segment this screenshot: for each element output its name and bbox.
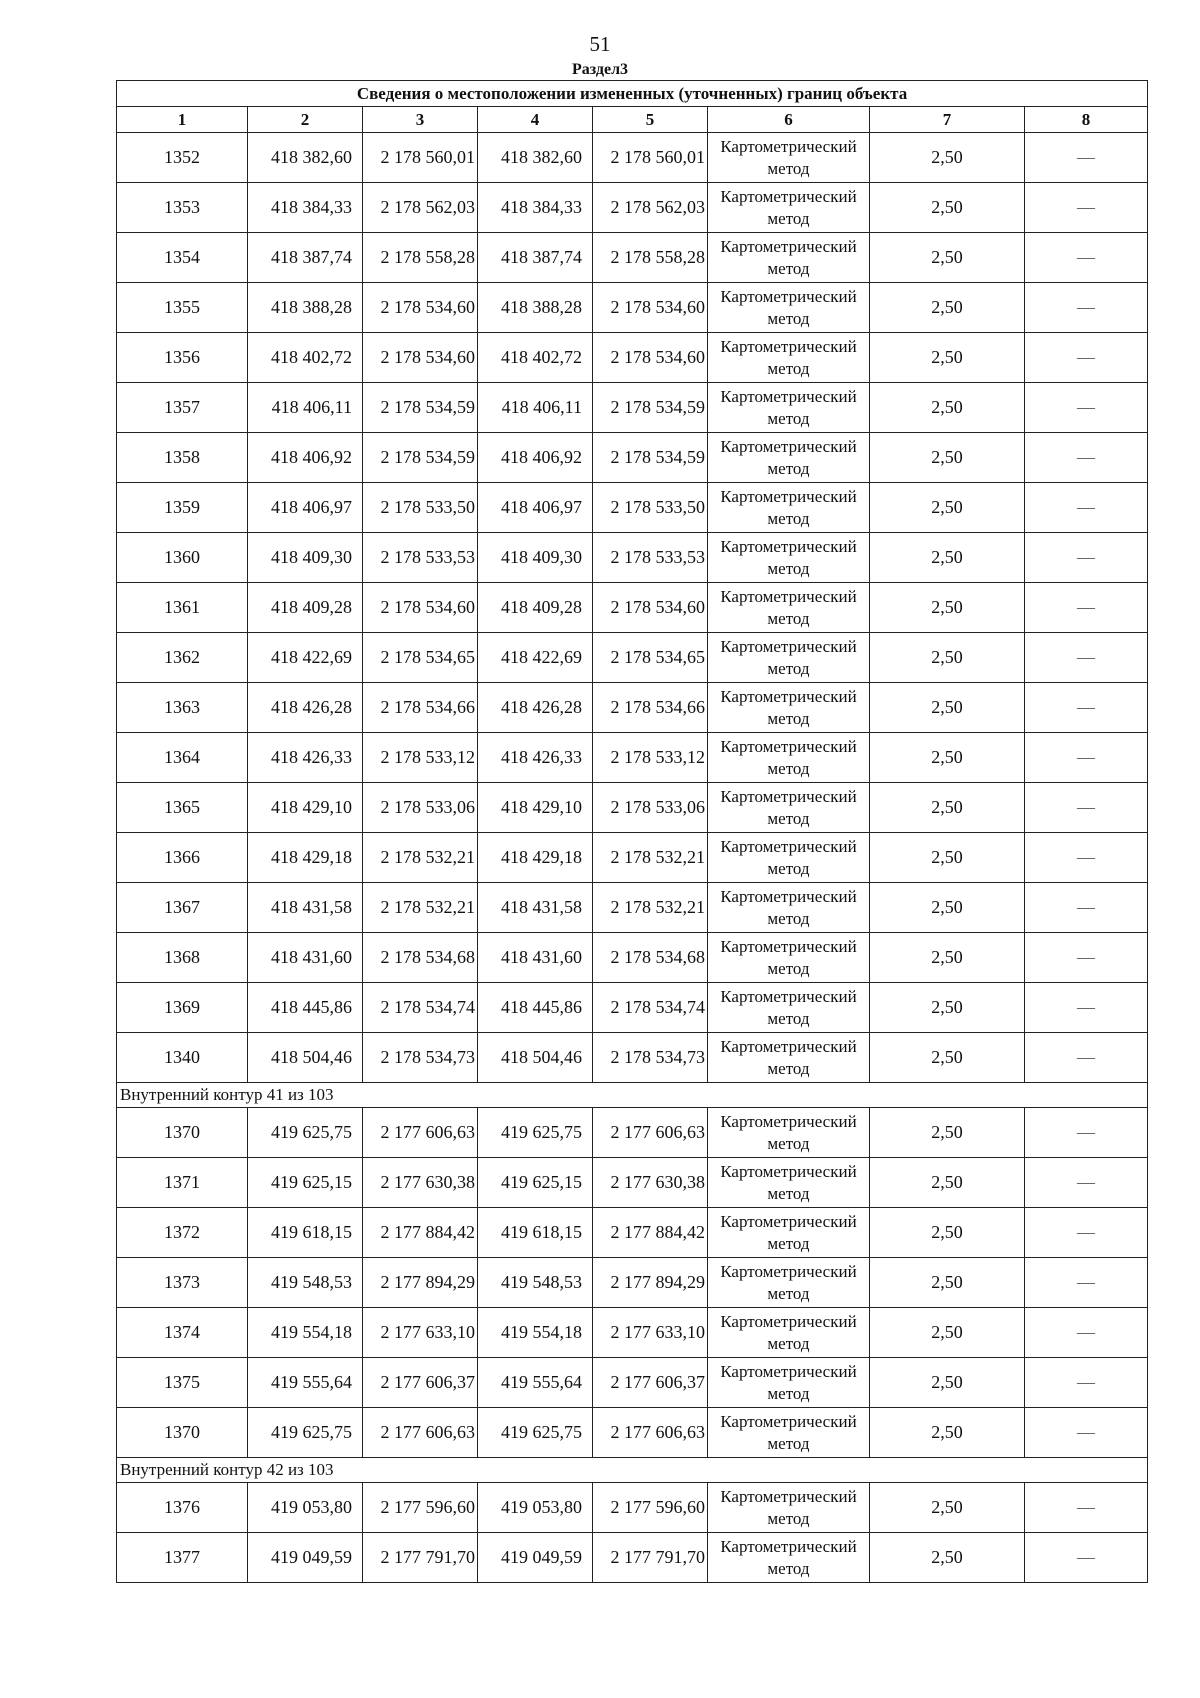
accuracy-cell: 2,50 — [870, 1208, 1025, 1258]
x-coordinate-new-cell: 418 402,72 — [478, 333, 593, 383]
table-row — [117, 1258, 1148, 1308]
x-coordinate-cell: 418 409,30 — [248, 533, 363, 583]
y-coordinate-new-cell: 2 177 606,63 — [593, 1108, 708, 1158]
column-number: 3 — [363, 107, 478, 133]
column-number: 7 — [870, 107, 1025, 133]
y-coordinate-new-cell: 2 178 562,03 — [593, 183, 708, 233]
y-coordinate-new-cell: 2 178 534,60 — [593, 283, 708, 333]
point-number-cell: 1360 — [117, 533, 248, 583]
accuracy-cell: 2,50 — [870, 783, 1025, 833]
accuracy-cell: 2,50 — [870, 1483, 1025, 1533]
point-number-cell: 1371 — [117, 1158, 248, 1208]
accuracy-cell: 2,50 — [870, 883, 1025, 933]
accuracy-cell: 2,50 — [870, 1358, 1025, 1408]
point-number-cell: 1374 — [117, 1308, 248, 1358]
method-cell: Картометрический метод — [708, 833, 870, 883]
x-coordinate-new-cell: 418 426,33 — [478, 733, 593, 783]
y-coordinate-new-cell: 2 178 533,53 — [593, 533, 708, 583]
point-number-cell: 1357 — [117, 383, 248, 433]
y-coordinate-cell: 2 178 562,03 — [363, 183, 478, 233]
method-cell: Картометрический метод — [708, 1533, 870, 1583]
x-coordinate-cell: 419 618,15 — [248, 1208, 363, 1258]
y-coordinate-cell: 2 177 791,70 — [363, 1533, 478, 1583]
table-row — [117, 383, 1148, 433]
table-row — [117, 1033, 1148, 1083]
x-coordinate-new-cell: 418 422,69 — [478, 633, 593, 683]
y-coordinate-new-cell: 2 178 533,12 — [593, 733, 708, 783]
point-number-cell: 1368 — [117, 933, 248, 983]
y-coordinate-cell: 2 178 534,60 — [363, 333, 478, 383]
boundary-coordinates-table — [116, 80, 1148, 1583]
accuracy-cell: 2,50 — [870, 183, 1025, 233]
x-coordinate-cell: 418 429,10 — [248, 783, 363, 833]
y-coordinate-cell: 2 177 606,63 — [363, 1108, 478, 1158]
table-row — [117, 783, 1148, 833]
method-cell: Картометрический метод — [708, 433, 870, 483]
point-number-cell: 1354 — [117, 233, 248, 283]
table-row — [117, 1483, 1148, 1533]
accuracy-cell: 2,50 — [870, 1408, 1025, 1458]
description-cell: — — [1025, 233, 1148, 283]
method-cell: Картометрический метод — [708, 533, 870, 583]
x-coordinate-new-cell: 418 384,33 — [478, 183, 593, 233]
y-coordinate-new-cell: 2 177 606,37 — [593, 1358, 708, 1408]
point-number-cell: 1377 — [117, 1533, 248, 1583]
x-coordinate-new-cell: 418 429,10 — [478, 783, 593, 833]
column-number-row — [117, 107, 1148, 133]
y-coordinate-cell: 2 178 558,28 — [363, 233, 478, 283]
x-coordinate-new-cell: 418 382,60 — [478, 133, 593, 183]
accuracy-cell: 2,50 — [870, 1258, 1025, 1308]
table-row — [117, 483, 1148, 533]
table-row — [117, 1358, 1148, 1408]
point-number-cell: 1359 — [117, 483, 248, 533]
y-coordinate-new-cell: 2 178 534,68 — [593, 933, 708, 983]
y-coordinate-new-cell: 2 177 606,63 — [593, 1408, 708, 1458]
x-coordinate-cell: 419 625,75 — [248, 1108, 363, 1158]
y-coordinate-cell: 2 177 633,10 — [363, 1308, 478, 1358]
x-coordinate-cell: 418 429,18 — [248, 833, 363, 883]
x-coordinate-new-cell: 418 409,30 — [478, 533, 593, 583]
method-cell: Картометрический метод — [708, 1158, 870, 1208]
description-cell: — — [1025, 483, 1148, 533]
point-number-cell: 1375 — [117, 1358, 248, 1408]
y-coordinate-cell: 2 178 534,60 — [363, 583, 478, 633]
description-cell: — — [1025, 1258, 1148, 1308]
y-coordinate-cell: 2 178 534,73 — [363, 1033, 478, 1083]
contour-row — [117, 1458, 1148, 1483]
point-number-cell: 1370 — [117, 1108, 248, 1158]
x-coordinate-new-cell: 419 548,53 — [478, 1258, 593, 1308]
method-cell: Картометрический метод — [708, 1108, 870, 1158]
method-cell: Картометрический метод — [708, 733, 870, 783]
y-coordinate-new-cell: 2 177 791,70 — [593, 1533, 708, 1583]
contour-label: Внутренний контур 41 из 103 — [117, 1083, 1148, 1108]
method-cell: Картометрический метод — [708, 1358, 870, 1408]
x-coordinate-new-cell: 418 431,58 — [478, 883, 593, 933]
y-coordinate-cell: 2 178 534,60 — [363, 283, 478, 333]
y-coordinate-cell: 2 178 560,01 — [363, 133, 478, 183]
column-number: 5 — [593, 107, 708, 133]
description-cell: — — [1025, 1208, 1148, 1258]
x-coordinate-cell: 418 384,33 — [248, 183, 363, 233]
method-cell: Картометрический метод — [708, 1258, 870, 1308]
point-number-cell: 1352 — [117, 133, 248, 183]
x-coordinate-new-cell: 419 049,59 — [478, 1533, 593, 1583]
y-coordinate-cell: 2 178 534,59 — [363, 383, 478, 433]
x-coordinate-cell: 418 431,60 — [248, 933, 363, 983]
column-number: 2 — [248, 107, 363, 133]
accuracy-cell: 2,50 — [870, 333, 1025, 383]
description-cell: — — [1025, 733, 1148, 783]
y-coordinate-new-cell: 2 178 534,59 — [593, 383, 708, 433]
y-coordinate-new-cell: 2 178 534,59 — [593, 433, 708, 483]
page-number: 51 — [589, 32, 611, 56]
x-coordinate-cell: 419 555,64 — [248, 1358, 363, 1408]
description-cell: — — [1025, 183, 1148, 233]
accuracy-cell: 2,50 — [870, 383, 1025, 433]
x-coordinate-new-cell: 418 431,60 — [478, 933, 593, 983]
x-coordinate-new-cell: 419 554,18 — [478, 1308, 593, 1358]
point-number-cell: 1353 — [117, 183, 248, 233]
method-cell: Картометрический метод — [708, 783, 870, 833]
accuracy-cell: 2,50 — [870, 433, 1025, 483]
description-cell: — — [1025, 1533, 1148, 1583]
y-coordinate-cell: 2 178 532,21 — [363, 833, 478, 883]
y-coordinate-cell: 2 178 534,65 — [363, 633, 478, 683]
x-coordinate-new-cell: 418 504,46 — [478, 1033, 593, 1083]
table-row — [117, 1408, 1148, 1458]
description-cell: — — [1025, 783, 1148, 833]
y-coordinate-cell: 2 177 596,60 — [363, 1483, 478, 1533]
method-cell: Картометрический метод — [708, 383, 870, 433]
accuracy-cell: 2,50 — [870, 283, 1025, 333]
y-coordinate-new-cell: 2 177 894,29 — [593, 1258, 708, 1308]
table-row — [117, 733, 1148, 783]
y-coordinate-new-cell: 2 178 534,73 — [593, 1033, 708, 1083]
table-caption: Сведения о местоположении измененных (уточненных) границ объекта — [117, 81, 1148, 107]
y-coordinate-new-cell: 2 178 534,60 — [593, 333, 708, 383]
method-cell: Картометрический метод — [708, 483, 870, 533]
y-coordinate-new-cell: 2 178 534,60 — [593, 583, 708, 633]
point-number-cell: 1362 — [117, 633, 248, 683]
point-number-cell: 1376 — [117, 1483, 248, 1533]
y-coordinate-new-cell: 2 177 596,60 — [593, 1483, 708, 1533]
point-number-cell: 1372 — [117, 1208, 248, 1258]
description-cell: — — [1025, 983, 1148, 1033]
accuracy-cell: 2,50 — [870, 683, 1025, 733]
y-coordinate-new-cell: 2 178 560,01 — [593, 133, 708, 183]
description-cell: — — [1025, 633, 1148, 683]
y-coordinate-new-cell: 2 178 558,28 — [593, 233, 708, 283]
method-cell: Картометрический метод — [708, 333, 870, 383]
method-cell: Картометрический метод — [708, 133, 870, 183]
accuracy-cell: 2,50 — [870, 1033, 1025, 1083]
y-coordinate-cell: 2 178 533,53 — [363, 533, 478, 583]
description-cell: — — [1025, 533, 1148, 583]
accuracy-cell: 2,50 — [870, 833, 1025, 883]
y-coordinate-new-cell: 2 178 532,21 — [593, 833, 708, 883]
description-cell: — — [1025, 1483, 1148, 1533]
point-number-cell: 1355 — [117, 283, 248, 333]
x-coordinate-cell: 418 426,28 — [248, 683, 363, 733]
point-number-cell: 1366 — [117, 833, 248, 883]
method-cell: Картометрический метод — [708, 683, 870, 733]
method-cell: Картометрический метод — [708, 183, 870, 233]
point-number-cell: 1373 — [117, 1258, 248, 1308]
description-cell: — — [1025, 1108, 1148, 1158]
point-number-cell: 1340 — [117, 1033, 248, 1083]
y-coordinate-new-cell: 2 178 534,74 — [593, 983, 708, 1033]
description-cell: — — [1025, 1358, 1148, 1408]
method-cell: Картометрический метод — [708, 1483, 870, 1533]
description-cell: — — [1025, 883, 1148, 933]
point-number-cell: 1365 — [117, 783, 248, 833]
x-coordinate-new-cell: 418 406,97 — [478, 483, 593, 533]
table-row — [117, 1208, 1148, 1258]
point-number-cell: 1361 — [117, 583, 248, 633]
method-cell: Картометрический метод — [708, 983, 870, 1033]
y-coordinate-cell: 2 178 533,06 — [363, 783, 478, 833]
x-coordinate-cell: 419 053,80 — [248, 1483, 363, 1533]
y-coordinate-new-cell: 2 178 534,66 — [593, 683, 708, 733]
table-row — [117, 1308, 1148, 1358]
x-coordinate-cell: 418 431,58 — [248, 883, 363, 933]
table-row — [117, 1533, 1148, 1583]
table-row — [117, 683, 1148, 733]
y-coordinate-cell: 2 177 606,37 — [363, 1358, 478, 1408]
x-coordinate-cell: 419 049,59 — [248, 1533, 363, 1583]
x-coordinate-new-cell: 419 555,64 — [478, 1358, 593, 1408]
point-number-cell: 1356 — [117, 333, 248, 383]
contour-row — [117, 1083, 1148, 1108]
y-coordinate-new-cell: 2 178 533,50 — [593, 483, 708, 533]
method-cell: Картометрический метод — [708, 1308, 870, 1358]
y-coordinate-cell: 2 177 606,63 — [363, 1408, 478, 1458]
x-coordinate-new-cell: 418 426,28 — [478, 683, 593, 733]
column-number: 6 — [708, 107, 870, 133]
y-coordinate-cell: 2 177 630,38 — [363, 1158, 478, 1208]
x-coordinate-cell: 418 406,97 — [248, 483, 363, 533]
y-coordinate-cell: 2 178 534,59 — [363, 433, 478, 483]
table-row — [117, 433, 1148, 483]
y-coordinate-cell: 2 177 884,42 — [363, 1208, 478, 1258]
table-row — [117, 583, 1148, 633]
x-coordinate-new-cell: 419 625,75 — [478, 1108, 593, 1158]
table-row — [117, 183, 1148, 233]
point-number-cell: 1364 — [117, 733, 248, 783]
method-cell: Картометрический метод — [708, 883, 870, 933]
column-number: 1 — [117, 107, 248, 133]
x-coordinate-cell: 418 406,92 — [248, 433, 363, 483]
table-row — [117, 233, 1148, 283]
y-coordinate-new-cell: 2 178 533,06 — [593, 783, 708, 833]
accuracy-cell: 2,50 — [870, 533, 1025, 583]
x-coordinate-new-cell: 418 387,74 — [478, 233, 593, 283]
column-number: 4 — [478, 107, 593, 133]
x-coordinate-cell: 418 409,28 — [248, 583, 363, 633]
description-cell: — — [1025, 1308, 1148, 1358]
description-cell: — — [1025, 333, 1148, 383]
accuracy-cell: 2,50 — [870, 1158, 1025, 1208]
table-row — [117, 833, 1148, 883]
x-coordinate-cell: 419 625,75 — [248, 1408, 363, 1458]
description-cell: — — [1025, 1158, 1148, 1208]
table-row — [117, 1108, 1148, 1158]
table-row — [117, 533, 1148, 583]
method-cell: Картометрический метод — [708, 233, 870, 283]
x-coordinate-new-cell: 418 406,92 — [478, 433, 593, 483]
x-coordinate-cell: 418 402,72 — [248, 333, 363, 383]
x-coordinate-new-cell: 418 445,86 — [478, 983, 593, 1033]
x-coordinate-new-cell: 418 388,28 — [478, 283, 593, 333]
point-number-cell: 1370 — [117, 1408, 248, 1458]
x-coordinate-new-cell: 418 409,28 — [478, 583, 593, 633]
y-coordinate-cell: 2 178 534,66 — [363, 683, 478, 733]
column-number: 8 — [1025, 107, 1148, 133]
description-cell: — — [1025, 583, 1148, 633]
section-title: Раздел3 — [571, 61, 629, 78]
x-coordinate-cell: 418 387,74 — [248, 233, 363, 283]
x-coordinate-new-cell: 418 429,18 — [478, 833, 593, 883]
description-cell: — — [1025, 833, 1148, 883]
accuracy-cell: 2,50 — [870, 583, 1025, 633]
accuracy-cell: 2,50 — [870, 1308, 1025, 1358]
y-coordinate-new-cell: 2 177 633,10 — [593, 1308, 708, 1358]
y-coordinate-new-cell: 2 178 534,65 — [593, 633, 708, 683]
description-cell: — — [1025, 1408, 1148, 1458]
description-cell: — — [1025, 1033, 1148, 1083]
table-body — [117, 133, 1148, 1583]
table-row — [117, 1158, 1148, 1208]
method-cell: Картометрический метод — [708, 1208, 870, 1258]
x-coordinate-cell: 418 422,69 — [248, 633, 363, 683]
x-coordinate-cell: 418 504,46 — [248, 1033, 363, 1083]
table-row — [117, 283, 1148, 333]
x-coordinate-cell: 418 406,11 — [248, 383, 363, 433]
y-coordinate-cell: 2 178 532,21 — [363, 883, 478, 933]
method-cell: Картометрический метод — [708, 633, 870, 683]
method-cell: Картометрический метод — [708, 1408, 870, 1458]
method-cell: Картометрический метод — [708, 583, 870, 633]
y-coordinate-cell: 2 178 533,12 — [363, 733, 478, 783]
x-coordinate-cell: 418 388,28 — [248, 283, 363, 333]
x-coordinate-new-cell: 419 053,80 — [478, 1483, 593, 1533]
description-cell: — — [1025, 383, 1148, 433]
table-row — [117, 333, 1148, 383]
y-coordinate-new-cell: 2 177 630,38 — [593, 1158, 708, 1208]
x-coordinate-cell: 418 382,60 — [248, 133, 363, 183]
accuracy-cell: 2,50 — [870, 733, 1025, 783]
accuracy-cell: 2,50 — [870, 983, 1025, 1033]
point-number-cell: 1358 — [117, 433, 248, 483]
table-row — [117, 883, 1148, 933]
table-row — [117, 983, 1148, 1033]
table-row — [117, 933, 1148, 983]
accuracy-cell: 2,50 — [870, 483, 1025, 533]
y-coordinate-cell: 2 178 534,68 — [363, 933, 478, 983]
x-coordinate-new-cell: 419 625,75 — [478, 1408, 593, 1458]
y-coordinate-new-cell: 2 177 884,42 — [593, 1208, 708, 1258]
x-coordinate-cell: 419 625,15 — [248, 1158, 363, 1208]
description-cell: — — [1025, 433, 1148, 483]
x-coordinate-cell: 419 548,53 — [248, 1258, 363, 1308]
description-cell: — — [1025, 133, 1148, 183]
x-coordinate-cell: 419 554,18 — [248, 1308, 363, 1358]
x-coordinate-new-cell: 419 625,15 — [478, 1158, 593, 1208]
x-coordinate-new-cell: 418 406,11 — [478, 383, 593, 433]
point-number-cell: 1363 — [117, 683, 248, 733]
accuracy-cell: 2,50 — [870, 233, 1025, 283]
method-cell: Картометрический метод — [708, 933, 870, 983]
description-cell: — — [1025, 933, 1148, 983]
description-cell: — — [1025, 683, 1148, 733]
accuracy-cell: 2,50 — [870, 1533, 1025, 1583]
description-cell: — — [1025, 283, 1148, 333]
accuracy-cell: 2,50 — [870, 633, 1025, 683]
y-coordinate-cell: 2 178 534,74 — [363, 983, 478, 1033]
x-coordinate-cell: 418 426,33 — [248, 733, 363, 783]
method-cell: Картометрический метод — [708, 1033, 870, 1083]
point-number-cell: 1369 — [117, 983, 248, 1033]
y-coordinate-new-cell: 2 178 532,21 — [593, 883, 708, 933]
point-number-cell: 1367 — [117, 883, 248, 933]
contour-label: Внутренний контур 42 из 103 — [117, 1458, 1148, 1483]
accuracy-cell: 2,50 — [870, 1108, 1025, 1158]
table-row — [117, 633, 1148, 683]
x-coordinate-new-cell: 419 618,15 — [478, 1208, 593, 1258]
table-row — [117, 133, 1148, 183]
method-cell: Картометрический метод — [708, 283, 870, 333]
accuracy-cell: 2,50 — [870, 133, 1025, 183]
y-coordinate-cell: 2 178 533,50 — [363, 483, 478, 533]
x-coordinate-cell: 418 445,86 — [248, 983, 363, 1033]
y-coordinate-cell: 2 177 894,29 — [363, 1258, 478, 1308]
table-caption-row — [117, 81, 1148, 107]
accuracy-cell: 2,50 — [870, 933, 1025, 983]
